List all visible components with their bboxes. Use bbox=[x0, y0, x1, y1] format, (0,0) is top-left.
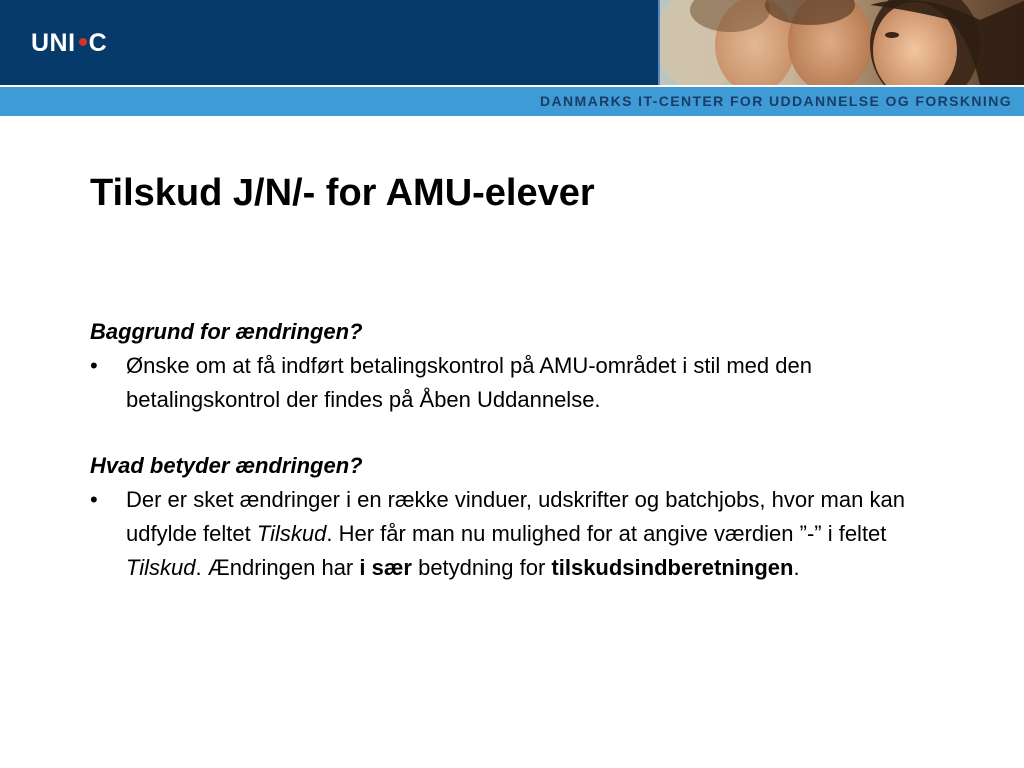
bullet-text-part: . Her får man nu mulighed for at angive værdien ”-” i feltet bbox=[326, 521, 887, 546]
bullet-text-part: Der er sket ændringer i en række vinduer, udskrifter og batchjobs, hvor man kan udfylde feltet bbox=[126, 487, 905, 546]
logo-dot-icon bbox=[79, 38, 87, 46]
bullet-text-part: betydning for bbox=[411, 555, 552, 580]
logo-text-right: C bbox=[88, 29, 108, 57]
bullet-item bbox=[90, 483, 930, 585]
header-photo bbox=[658, 0, 1024, 85]
section-heading-meaning: Hvad betyder ændringen? bbox=[90, 453, 363, 478]
students-photo-image bbox=[660, 0, 1024, 85]
section-heading-background: Baggrund for ændringen? bbox=[90, 319, 363, 344]
slide-title: Tilskud J/N/- for AMU-elever bbox=[90, 172, 595, 214]
field-name: Tilskud bbox=[126, 555, 196, 580]
bullet-text-part: . bbox=[793, 555, 800, 580]
spacer bbox=[90, 417, 930, 449]
bullet-icon: • bbox=[90, 487, 98, 512]
emphasis-text: tilskudsindberetningen bbox=[551, 555, 794, 580]
field-name: Tilskud bbox=[256, 521, 327, 546]
bullet-icon: • bbox=[90, 353, 98, 378]
logo-text-left: UNI bbox=[31, 29, 76, 57]
tagline: DANMARKS IT-CENTER FOR UDDANNELSE OG FORSKNING bbox=[540, 93, 1012, 109]
slide-body bbox=[90, 315, 930, 585]
header-band bbox=[0, 85, 1024, 116]
bullet-text-part: . Ændringen har bbox=[195, 555, 360, 580]
bullet-item bbox=[90, 349, 930, 417]
bullet-text: Ønske om at få indført betalingskontrol på AMU-området i stil med den betalingskontrol der findes på Åben Uddannelse. bbox=[126, 353, 812, 412]
uni-c-logo bbox=[31, 28, 107, 58]
emphasis-text: i sær bbox=[359, 555, 412, 580]
